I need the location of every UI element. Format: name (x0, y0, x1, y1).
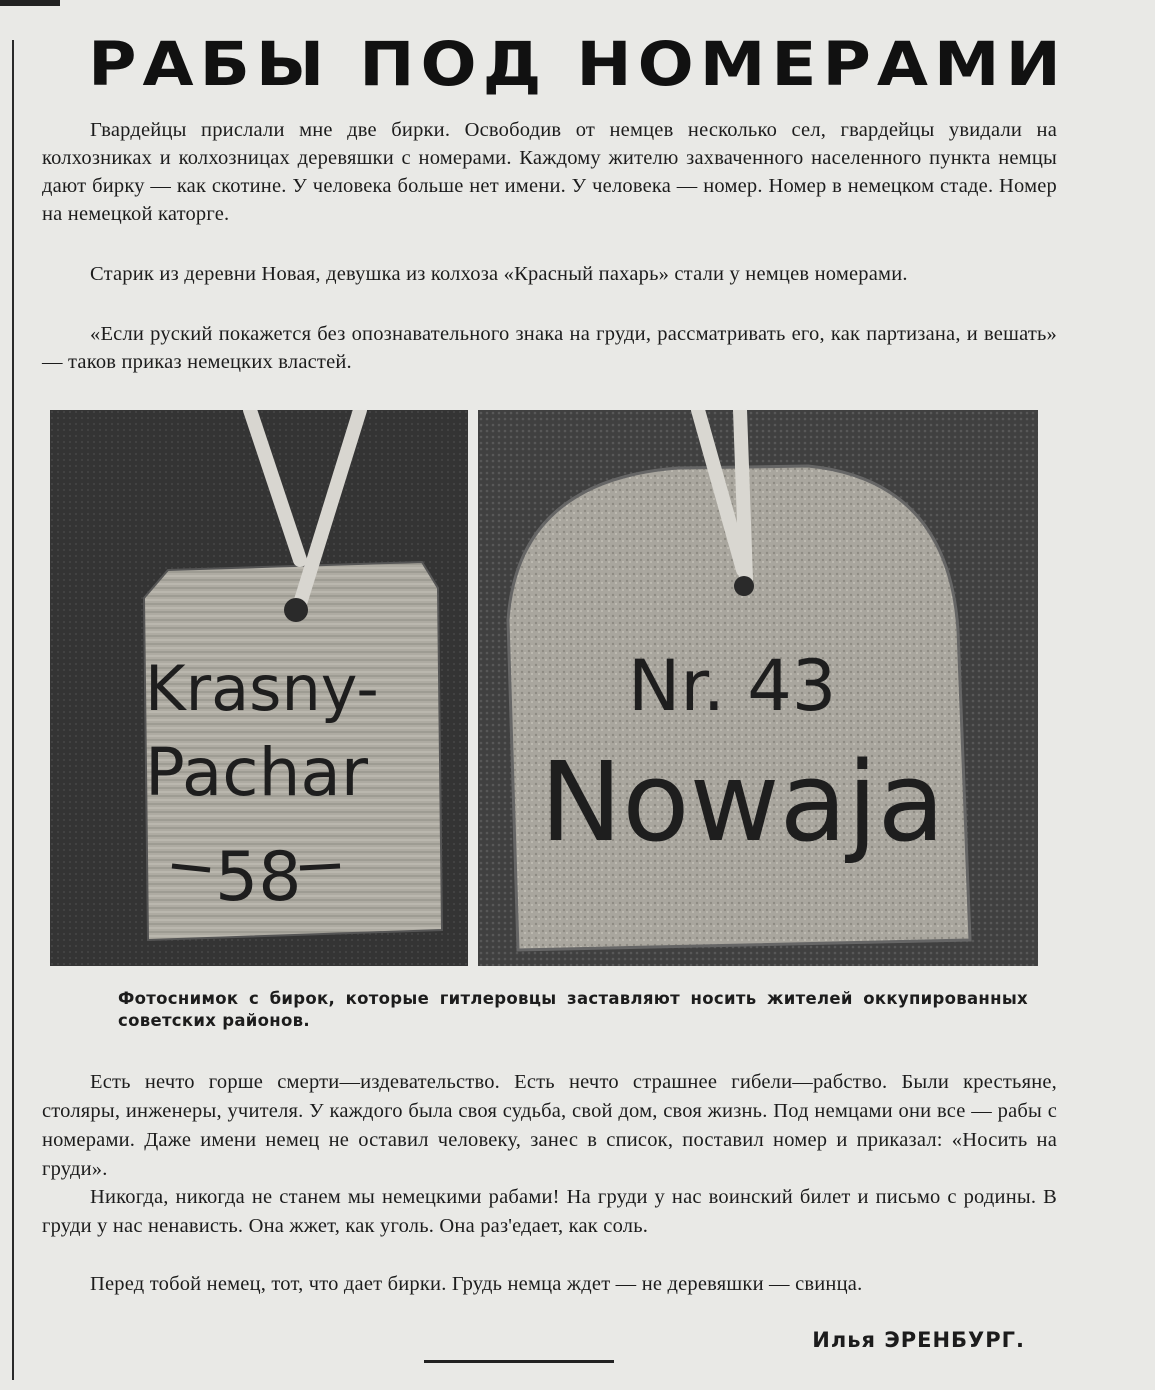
tag-left-line3: 58 (215, 838, 302, 917)
tag-left-line1: Krasny- (145, 652, 379, 725)
photo-caption: Фотоснимок с бирок, которые гитлеровцы заставляют носить жителей оккупированных советских районов. (118, 989, 1028, 1030)
top-rule (0, 0, 60, 6)
tag-right-line2: Nowaja (540, 738, 945, 866)
tag-photo-left (50, 410, 468, 966)
photo-tag-krasny-pachar (50, 410, 468, 966)
tag-left-line2: Pachar (145, 734, 368, 811)
paragraph-6: Перед тобой немец, тот, что дает бирки. Грудь немца ждет — не деревяшки — свинца. (90, 1273, 863, 1295)
tag-right-line1: Nr. 43 (628, 645, 837, 727)
end-rule (424, 1360, 614, 1363)
tag-photo-right (478, 410, 1038, 966)
column-rule (12, 40, 14, 1380)
paragraph-5: Никогда, никогда не станем мы немецкими рабами! На груди у нас воинский билет и письмо с родины. В груди у нас ненависть. Она жжет, как уголь. Она раз'едает, как соль. (42, 1186, 1057, 1237)
paragraph-1: Гвардейцы прислали мне две бирки. Освободив от немцев несколько сел, гвардейцы увидали на колхозниках и колхозницах деревяшки с номерами. Каждому жителю захваченного населенного пункта немцы дают бирку — как скотине. У человека больше нет имени. У человека — номер. Номер в немецком стаде. Номер на немецкой каторге. (42, 119, 1057, 225)
photo-tag-nowaja (478, 410, 1038, 966)
paragraph-3: «Если руский покажется без опознавательного знака на груди, рассматривать его, как партизана, и вешать» — таков приказ немецких властей. (42, 323, 1057, 373)
headline: РАБЫ ПОД НОМЕРАМИ (88, 29, 1067, 100)
paragraph-2: Старик из деревни Новая, девушка из колхоза «Красный пахарь» стали у немцев номерами. (90, 263, 908, 285)
author-signature: Илья ЭРЕНБУРГ. (812, 1328, 1025, 1352)
paragraph-4: Есть нечто горше смерти—издевательство. Есть нечто страшнее гибели—рабство. Были крестьяне, столяры, инженеры, учителя. У каждого была своя судьба, свой дом, своя жизнь. Под немцами они все — рабы с номерами. Даже имени немец не оставил человеку, занес в список, поставил номер и приказал: «Носить на груди». (42, 1071, 1057, 1180)
